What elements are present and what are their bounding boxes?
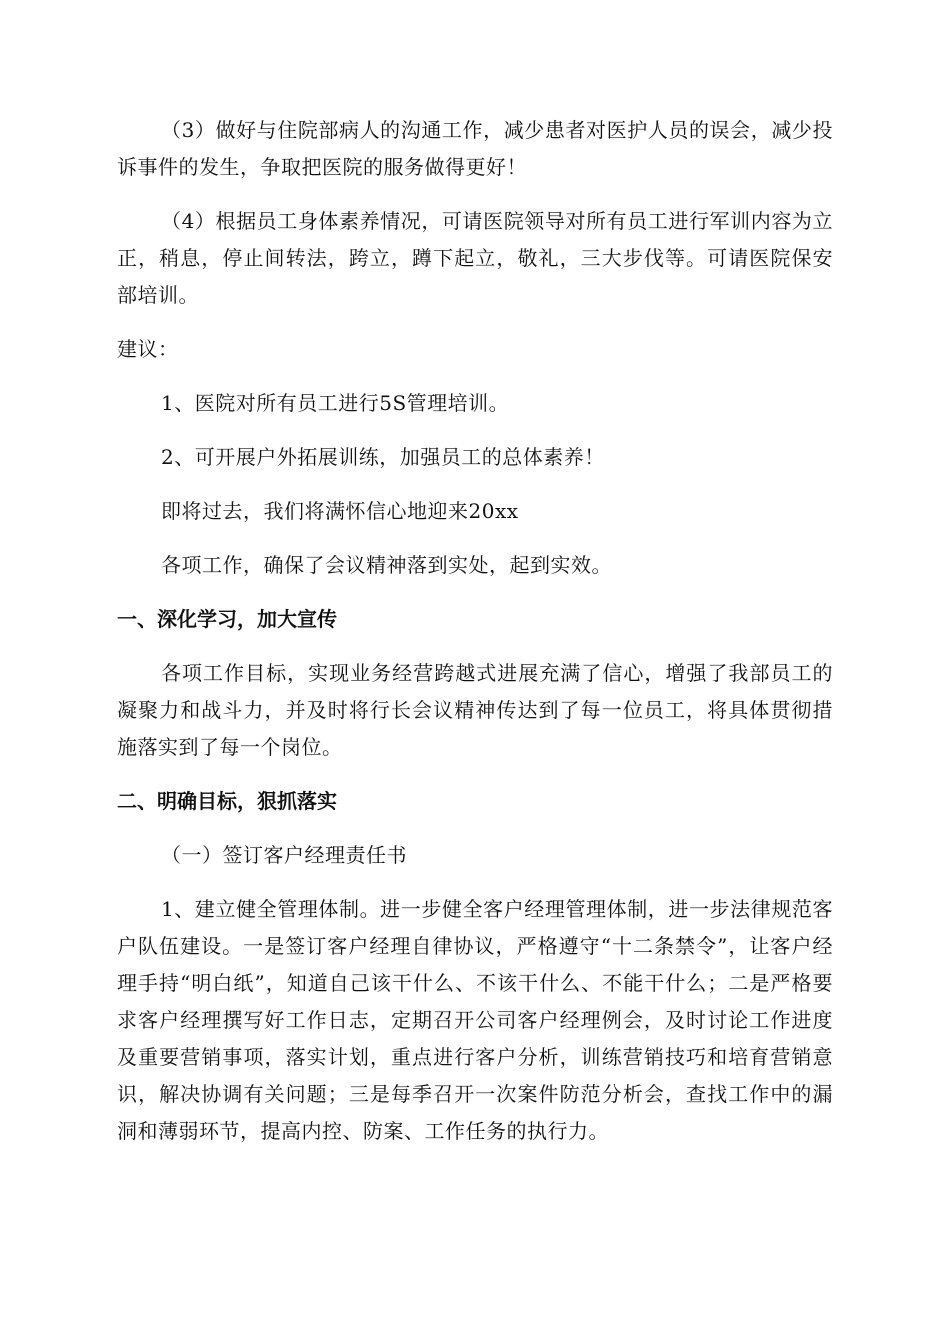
section-heading-2: 二、明确目标，狠抓落实: [117, 789, 337, 813]
paragraph-4: （4）根据员工身体素养情况，可请医院领导对所有员工进行军训内容为立正，稍息，停止间转法，跨立，蹲下起立，敬礼，三大步伐等。可请医院保安部培训。: [117, 209, 833, 307]
suggestion-item-1: 1、医院对所有员工进行5S管理培训。: [161, 391, 510, 415]
paragraph-coming-year: 即将过去，我们将满怀信心地迎来20xx: [161, 499, 519, 523]
section-heading-1: 一、深化学习，加大宣传: [117, 607, 337, 631]
subsection-heading-1: （一）签订客户经理责任书: [161, 843, 407, 867]
suggestion-heading: 建议：: [117, 337, 179, 361]
suggestion-item-2: 2、可开展户外拓展训练，加强员工的总体素养！: [161, 445, 605, 469]
paragraph-3: （3）做好与住院部病人的沟通工作，减少患者对医护人员的误会，减少投诉事件的发生，争取把医院的服务做得更好！: [117, 118, 833, 179]
paragraph-work-items: 各项工作，确保了会议精神落到实处，起到实效。: [161, 553, 612, 577]
paragraph-section-1: 各项工作目标，实现业务经营跨越式进展充满了信心，增强了我部员工的凝聚力和战斗力，并及时将行长会议精神传达到了每一位员工，将具体贯彻措施落实到了每一个岗位。: [117, 661, 833, 759]
document-page: [117, 112, 833, 1150]
paragraph-management-system: 1、建立健全管理体制。进一步健全客户经理管理体制，进一步法律规范客户队伍建设。一是签订客户经理自律协议，严格遵守“十二条禁令”，让客户经理手持“明白纸”，知道自己该干什么、不该干什么、不能干什么；二是严格要求客户经理撰写好工作日志，定期召开公司客户经理例会，及时讨论工作进度及重要营销事项，落实计划，重点进行客户分析，训练营销技巧和培育营销意识，解决协调有关问题；三是每季召开一次案件防范分析会，查找工作中的漏洞和薄弱环节，提高内控、防案、工作任务的执行力。: [117, 897, 833, 1143]
